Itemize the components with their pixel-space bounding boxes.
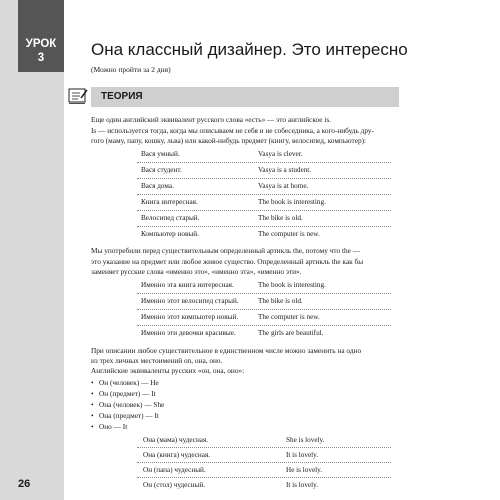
table-divider bbox=[137, 226, 391, 227]
table2-row bbox=[141, 329, 401, 340]
intro-line-1: Еще один английский эквивалент русского слова «есть» — это английское is. bbox=[91, 115, 331, 124]
table3-row bbox=[143, 466, 403, 477]
notebook-pen-icon bbox=[68, 86, 88, 111]
table2-ru-cell: Именно эта книга интересная. bbox=[141, 281, 234, 289]
article-line-1: Мы употребили перед существительным определенный артикль the, потому что the — bbox=[91, 246, 361, 255]
table2-en-cell: The bike is old. bbox=[258, 297, 303, 305]
table3-ru-cell: Он (стол) чудесный. bbox=[143, 481, 206, 489]
table1-en-cell: Vasya is a student. bbox=[258, 166, 312, 174]
pronoun-line-3: Английские эквиваленты русских «он, она, оно»: bbox=[91, 366, 245, 375]
bullet-item bbox=[91, 378, 159, 387]
section-title: ТЕОРИЯ bbox=[101, 91, 143, 102]
table1-row bbox=[141, 198, 401, 209]
pronoun-line-1: При описании любое существительное в единственном числе можно заменить на одно bbox=[91, 346, 362, 355]
table3-row bbox=[143, 436, 403, 447]
lesson-label: УРОК bbox=[25, 38, 57, 50]
bullet-item bbox=[91, 422, 127, 431]
table1-ru-cell: Компьютер новый. bbox=[141, 230, 199, 238]
bullet-dot-icon: • bbox=[91, 411, 94, 420]
table1-en-cell: The computer is new. bbox=[258, 230, 320, 238]
pronoun-line-2: из трех личных местоимений on, она, оно. bbox=[91, 356, 223, 365]
bullet-text: Она (предмет) — It bbox=[99, 411, 159, 420]
bullet-dot-icon: • bbox=[91, 422, 94, 431]
lesson-badge bbox=[18, 0, 64, 72]
table-divider bbox=[137, 477, 391, 478]
table3-row bbox=[143, 451, 403, 462]
table1-en-cell: The book is interesting. bbox=[258, 198, 326, 206]
bullet-text: Он (человек) — He bbox=[99, 378, 159, 387]
bullet-dot-icon: • bbox=[91, 389, 94, 398]
table1-row bbox=[141, 182, 401, 193]
bullet-dot-icon: • bbox=[91, 378, 94, 387]
table3-row bbox=[143, 481, 403, 492]
table3-en-cell: He is lovely. bbox=[286, 466, 323, 474]
table-divider bbox=[137, 325, 391, 326]
table3-en-cell: She is lovely. bbox=[286, 436, 325, 444]
table3-ru-cell: Он (папа) чудесный. bbox=[143, 466, 206, 474]
table1-ru-cell: Велосипед старый. bbox=[141, 214, 200, 222]
table1-ru-cell: Вася студент. bbox=[141, 166, 182, 174]
table2-row bbox=[141, 281, 401, 292]
table3-ru-cell: Она (книга) чудесная. bbox=[143, 451, 211, 459]
table1-ru-cell: Вася умный. bbox=[141, 150, 180, 158]
bullet-dot-icon: • bbox=[91, 400, 94, 409]
table1-ru-cell: Книга интересная. bbox=[141, 198, 198, 206]
table1-en-cell: Vasya is clever. bbox=[258, 150, 303, 158]
article-line-2: это указание на предмет или любое живое существо. Определенный артикль the как бы bbox=[91, 257, 364, 266]
table2-ru-cell: Именно эти девочки красивые. bbox=[141, 329, 236, 337]
table1-row bbox=[141, 166, 401, 177]
table1-en-cell: The bike is old. bbox=[258, 214, 303, 222]
table2-ru-cell: Именно этот компьютер новый. bbox=[141, 313, 239, 321]
table1-row bbox=[141, 230, 401, 241]
table3-en-cell: It is lovely. bbox=[286, 481, 319, 489]
table-divider bbox=[137, 162, 391, 163]
bullet-item bbox=[91, 389, 156, 398]
table-divider bbox=[137, 293, 391, 294]
table2-ru-cell: Именно этот велосипед старый. bbox=[141, 297, 239, 305]
theory-section-header bbox=[91, 87, 399, 107]
intro-line-3: гого (маму, папу, кошку, льва) или какой-нибудь предмет (книгу, велосипед, компьютер): bbox=[91, 136, 367, 145]
table-divider bbox=[137, 210, 391, 211]
table2-en-cell: The book is interesting. bbox=[258, 281, 326, 289]
page-number: 26 bbox=[18, 478, 31, 490]
bullet-text: Она (человек) — She bbox=[99, 400, 165, 409]
lesson-number: 3 bbox=[37, 52, 45, 64]
bullet-item bbox=[91, 411, 159, 420]
bullet-text: Он (предмет) — It bbox=[99, 389, 156, 398]
table3-en-cell: It is lovely. bbox=[286, 451, 319, 459]
table-divider bbox=[137, 462, 391, 463]
table2-en-cell: The girls are beautiful. bbox=[258, 329, 324, 337]
table-divider bbox=[137, 178, 391, 179]
table2-en-cell: The computer is new. bbox=[258, 313, 320, 321]
page-title: Она классный дизайнер. Это интересно bbox=[91, 40, 408, 59]
left-sidebar-band bbox=[0, 0, 64, 500]
bullet-item bbox=[91, 400, 164, 409]
table2-row bbox=[141, 313, 401, 324]
article-line-3: заменяет русские слова «именно это», «именно эта», «именно эти». bbox=[91, 267, 302, 276]
table-divider bbox=[137, 447, 391, 448]
table1-row bbox=[141, 150, 401, 161]
table2-row bbox=[141, 297, 401, 308]
table-divider bbox=[137, 309, 391, 310]
table1-ru-cell: Вася дома. bbox=[141, 182, 174, 190]
bullet-text: Оно — It bbox=[99, 422, 128, 431]
table1-row bbox=[141, 214, 401, 225]
intro-line-2: Is — используется тогда, когда мы описываем не себя и не собеседника, а кого-нибудь дру- bbox=[91, 126, 375, 135]
table-divider bbox=[137, 194, 391, 195]
table1-en-cell: Vasya is at home. bbox=[258, 182, 309, 190]
page-subtitle: (Можно пройти за 2 дня) bbox=[91, 65, 171, 74]
table3-ru-cell: Она (мама) чудесная. bbox=[143, 436, 209, 444]
